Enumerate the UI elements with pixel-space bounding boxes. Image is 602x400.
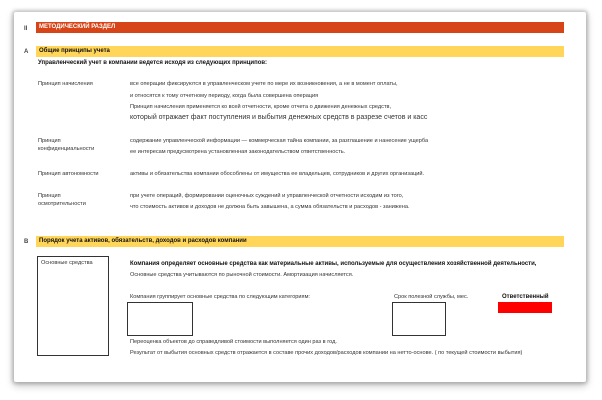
principle-text-line: активы и обязательства компании обособлены от имущества ее владельцев, сотрудников и других организаций. <box>130 171 425 177</box>
part-a-intro: Управленческий учет в компании ведется исходя из следующих принципов: <box>38 60 268 66</box>
principle-text-line: который отражает факт поступления и выбытия денежных средств в разрезе счетов и касс <box>130 114 428 121</box>
principle-text-line: что стоимость активов и доходов не должна быть завышена, а сумма обязательств и расходов - занижена. <box>130 204 410 210</box>
principle-label: Принцип <box>38 193 61 199</box>
principle-label: конфиденциальности <box>38 146 95 152</box>
useful-life-label: Срок полезной службы, мес. <box>394 294 469 300</box>
item-label-box[interactable] <box>37 256 109 356</box>
item-label: Основные средства <box>41 260 93 266</box>
part-b-letter: B <box>24 239 29 245</box>
part-a-title-bar: Общие принципы учета <box>36 46 564 57</box>
fixed-assets-text: Основные средства учитываются по рыночной стоимости. Амортизация начисляется. <box>130 272 354 278</box>
part-b-title-bar: Порядок учета активов, обязательств, доходов и расходов компании <box>36 236 564 247</box>
principle-label: Принцип <box>38 138 61 144</box>
principle-label: осмотрительности <box>38 201 86 207</box>
principle-text-line: содержание управленческой информации — коммерческая тайна компании, за разглашение и нанесение ущерба <box>130 138 429 144</box>
categories-input[interactable] <box>127 302 193 336</box>
part-a-letter: A <box>24 49 29 55</box>
document-page <box>14 12 586 382</box>
principle-text-line: Принцип начисления применяется ко всей отчетности, кроме отчета о движения денежных средств, <box>130 104 392 110</box>
section-number: II <box>24 26 28 32</box>
principle-text-line: и относятся к тому отчетному периоду, когда была совершена операция <box>130 93 319 99</box>
principle-label: Принцип начисления <box>38 81 93 87</box>
categories-label: Компания группирует основные средства по следующим категориям: <box>130 294 310 300</box>
section-title-bar: МЕТОДИЧЕСКИЙ РАЗДЕЛ <box>36 22 564 33</box>
useful-life-input[interactable] <box>392 302 446 336</box>
principle-label: Принцип автономности <box>38 171 99 177</box>
responsible-field[interactable] <box>498 302 552 313</box>
responsible-label: Ответственный <box>502 294 549 300</box>
principle-text-line: при учете операций, формировании оценочных суждений и управленческой отчетности исходим из того, <box>130 193 404 199</box>
fixed-assets-heading: Компания определяет основные средства как материальные активы, используемые для осуществления хозяйственной деятельности, <box>130 261 537 267</box>
revaluation-text: Переоценка объектов до справедливой стоимости выполняется один раз в год. <box>130 339 337 345</box>
principle-text-line: ее интересам предусмотрена установленная законодательством ответственность. <box>130 149 346 155</box>
principle-text-line: все операции фиксируются в управленческом учете по мере их возникновения, а не в момент оплаты, <box>130 81 398 87</box>
disposal-text: Результат от выбытия основных средств отражается в составе прочих доходов/расходов компании на нетто-основе. ( по текущей стоимости выбытия) <box>130 350 523 356</box>
